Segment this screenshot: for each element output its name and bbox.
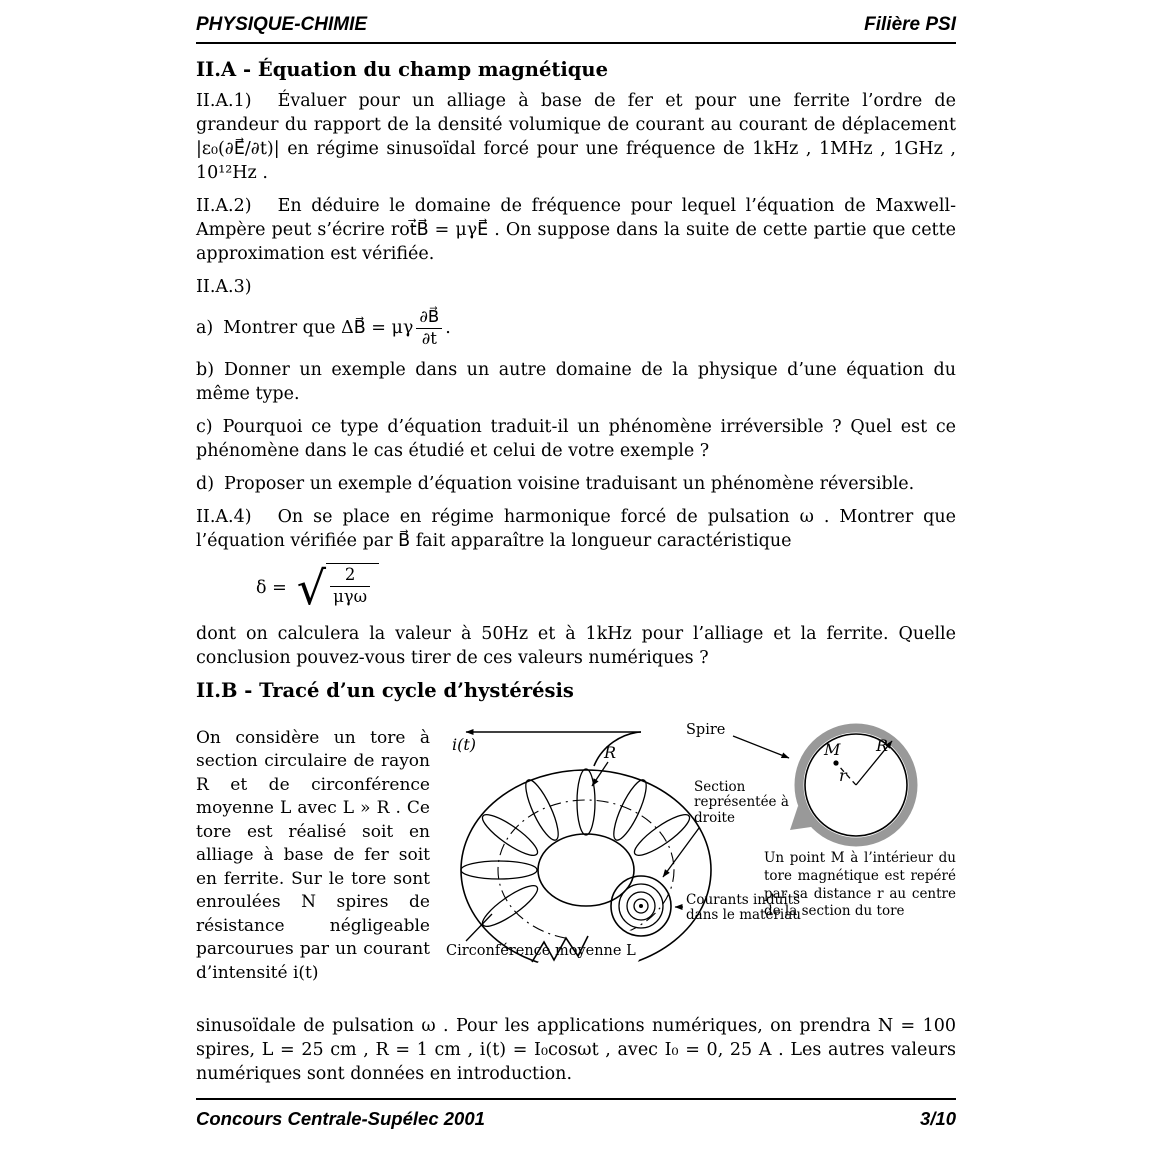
delta-denominator: μγω	[330, 586, 370, 607]
spire-arrow	[733, 736, 789, 758]
page-header	[196, 14, 956, 36]
section-cut-currents	[611, 876, 671, 936]
page-footer	[196, 1098, 956, 1130]
section-b-title: II.B - Tracé d’un cycle d’hystérésis	[196, 678, 574, 702]
delta-numerator: 2	[344, 564, 356, 584]
question-label-iia2: II.A.2)	[196, 196, 252, 216]
square-root	[296, 560, 379, 615]
distance-r-label: r	[839, 765, 847, 785]
spire-label: Spire	[686, 721, 726, 738]
item-label-a: a)	[196, 317, 214, 338]
item-label-b: b)	[196, 359, 215, 380]
torus-intro-paragraph: On considère un tore à section circulaire de rayon R et de circonférence moyenne L avec L » R . Ce tore est réalisé soit en alliage à base de fer soit en ferrite. Sur le tore sont enroulées N spires de résistance négligeable parcourues par un courant d’intensité i(t)	[196, 727, 430, 983]
iia4-text: On se place en régime harmonique forcé de pulsation ω . Montrer que l’équation vérifiée par B⃗ fait apparaître la longueur caractéristique	[196, 506, 956, 551]
question-b	[196, 358, 956, 406]
paragraph-iia4-after: dont on calculera la valeur à 50Hz et à 1kHz pour l’alliage et la ferrite. Quelle conclusion pouvez-vous tirer de ces valeurs numériques ?	[196, 623, 956, 668]
section-b-body	[196, 710, 956, 1010]
figure-note: Un point M à l’intérieur du tore magnétique est repéré par sa distance r au centre de la section du tore	[764, 849, 956, 920]
spire-section-detail	[790, 728, 913, 842]
item-c-text: Pourquoi ce type d’équation traduit-il un phénomène irréversible ? Quel est ce phénomène dans le cas étudié et celui de votre exemple ?	[196, 416, 956, 461]
radical-sign: √	[296, 560, 327, 615]
delta-lhs: δ =	[256, 577, 287, 598]
question-d	[196, 472, 956, 496]
section-callout-label: Section représentée à droite	[694, 778, 789, 826]
footer-exam-name: Concours Centrale-Supélec 2001	[196, 1108, 485, 1129]
circumference-pointer	[466, 914, 492, 941]
footer-page-number: 3/10	[919, 1108, 956, 1129]
header-track: Filière PSI	[864, 14, 956, 35]
iia1-ratio-expression: |ε₀(∂E⃗/∂t)|	[196, 139, 280, 159]
item-label-d: d)	[196, 473, 215, 494]
paragraph-iia2	[196, 194, 956, 266]
header-subject: PHYSIQUE-CHIMIE	[196, 14, 368, 35]
paragraph-iia4	[196, 505, 956, 553]
torus-windings	[461, 769, 694, 932]
item-d-text: Proposer un exemple d’équation voisine traduisant un phénomène réversible.	[224, 473, 915, 494]
section-callout-arrow	[663, 828, 699, 877]
current-label: i(t)	[452, 734, 477, 754]
iia1-text-before: Évaluer pour un alliage à base de fer et pour une ferrite l’ordre de grandeur du rapport de la densité volumique de courant au courant de déplacement	[196, 91, 956, 135]
point-m-dot	[833, 760, 838, 765]
torus-figure	[436, 710, 956, 1010]
circumference-label: Circonférence moyenne L	[446, 942, 636, 959]
question-label-iia3: II.A.3)	[196, 277, 252, 297]
delta-fraction	[330, 566, 370, 607]
question-c	[196, 415, 956, 463]
paragraph-iia3	[196, 275, 956, 299]
question-label-iia4: II.A.4)	[196, 506, 252, 527]
tube-radius-label: R	[604, 742, 617, 762]
item-a-text: Montrer que	[223, 317, 336, 338]
section-a-title: II.A - Équation du champ magnétique	[196, 58, 608, 81]
item-b-text: Donner un exemple dans un autre domaine de la physique d’une équation du même type.	[196, 359, 956, 404]
header-rule	[196, 42, 956, 44]
item-a-lhs: ΔB⃗ = μγ	[341, 317, 414, 338]
iia2-text-before: En déduire le domaine de fréquence pour lequel l’équation de Maxwell-Ampère peut s’écrire	[196, 196, 956, 240]
question-label-iia1: II.A.1)	[196, 91, 252, 111]
question-a	[196, 308, 956, 349]
iia2-maxwell-equation: rot⃗B⃗ = μγE⃗ .	[390, 220, 500, 240]
item-a-period: .	[445, 317, 451, 338]
item-a-fraction	[416, 308, 442, 349]
item-label-c: c)	[196, 416, 213, 437]
iia2-text-after: On suppose dans la suite de cette partie que cette approximation est vérifiée.	[196, 220, 956, 264]
point-m-label: M	[824, 739, 841, 759]
torus-outro-paragraph: sinusoïdale de pulsation ω . Pour les applications numériques, on prendra N = 100 spires, L = 25 cm , R = 1 cm , i(t) = I₀cosωt , avec I₀ = 0, 25 A . Les autres valeurs numériques sont données en introduction.	[196, 1015, 956, 1084]
radicand	[326, 563, 379, 607]
iia1-text-after: en régime sinusoïdal forcé pour une fréquence de 1kHz , 1MHz , 1GHz , 10¹²Hz .	[196, 139, 956, 183]
induced-currents-label: Courants induits dans le matériau	[686, 891, 801, 924]
delta-equation	[256, 562, 956, 614]
section-radius-label: R	[876, 735, 889, 755]
item-a-numerator: ∂B⃗	[419, 307, 440, 326]
item-a-denominator: ∂t	[416, 328, 442, 349]
paragraph-iia1	[196, 89, 956, 185]
